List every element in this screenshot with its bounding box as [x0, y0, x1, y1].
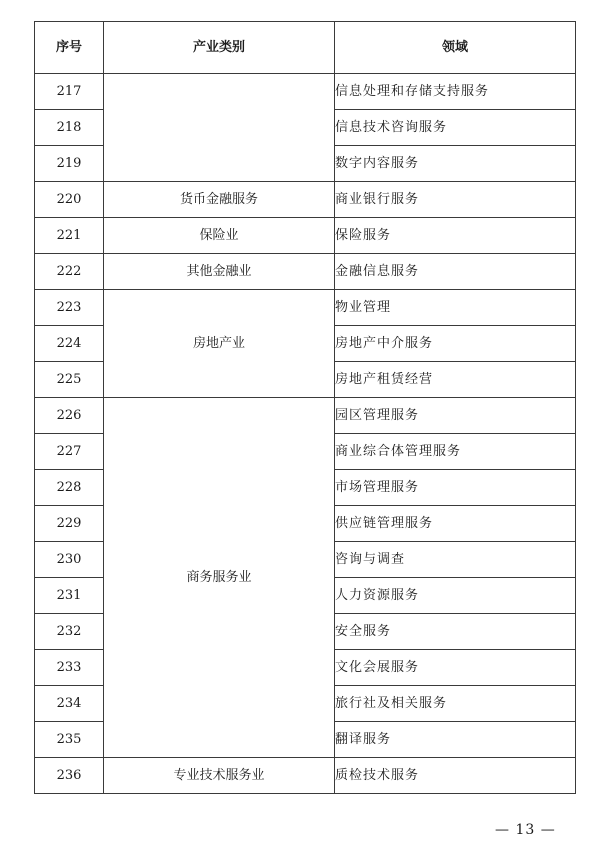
table-row [35, 218, 576, 254]
industry-category: 房地产业 [104, 290, 335, 398]
row-number: 230 [35, 542, 104, 578]
table-body [35, 74, 576, 794]
field-name: 信息技术咨询服务 [335, 110, 576, 146]
row-number: 217 [35, 74, 104, 110]
row-number: 234 [35, 686, 104, 722]
field-name: 商业综合体管理服务 [335, 434, 576, 470]
table-row [35, 398, 576, 434]
row-number: 231 [35, 578, 104, 614]
row-number: 226 [35, 398, 104, 434]
field-name: 房地产中介服务 [335, 326, 576, 362]
row-number: 225 [35, 362, 104, 398]
field-name: 商业银行服务 [335, 182, 576, 218]
field-name: 安全服务 [335, 614, 576, 650]
row-number: 233 [35, 650, 104, 686]
field-name: 文化会展服务 [335, 650, 576, 686]
table-row [35, 758, 576, 794]
field-name: 保险服务 [335, 218, 576, 254]
row-number: 218 [35, 110, 104, 146]
row-number: 232 [35, 614, 104, 650]
row-number: 228 [35, 470, 104, 506]
field-name: 物业管理 [335, 290, 576, 326]
row-number: 222 [35, 254, 104, 290]
header-field: 领域 [335, 22, 576, 74]
table-row [35, 290, 576, 326]
industry-category: 保险业 [104, 218, 335, 254]
field-name: 旅行社及相关服务 [335, 686, 576, 722]
row-number: 229 [35, 506, 104, 542]
field-name: 房地产租赁经营 [335, 362, 576, 398]
row-number: 224 [35, 326, 104, 362]
table-row [35, 182, 576, 218]
field-name: 金融信息服务 [335, 254, 576, 290]
row-number: 220 [35, 182, 104, 218]
industry-category: 其他金融业 [104, 254, 335, 290]
industry-category [104, 74, 335, 182]
row-number: 219 [35, 146, 104, 182]
header-category: 产业类别 [104, 22, 335, 74]
field-name: 咨询与调查 [335, 542, 576, 578]
header-row [35, 22, 576, 74]
field-name: 园区管理服务 [335, 398, 576, 434]
page-number: — 13 — [495, 822, 556, 838]
row-number: 236 [35, 758, 104, 794]
field-name: 质检技术服务 [335, 758, 576, 794]
table-row [35, 254, 576, 290]
field-name: 供应链管理服务 [335, 506, 576, 542]
industry-category: 专业技术服务业 [104, 758, 335, 794]
field-name: 市场管理服务 [335, 470, 576, 506]
field-name: 人力资源服务 [335, 578, 576, 614]
header-number: 序号 [35, 22, 104, 74]
industry-catalog-table [34, 21, 576, 794]
row-number: 221 [35, 218, 104, 254]
industry-category: 货币金融服务 [104, 182, 335, 218]
row-number: 227 [35, 434, 104, 470]
field-name: 翻译服务 [335, 722, 576, 758]
field-name: 数字内容服务 [335, 146, 576, 182]
row-number: 235 [35, 722, 104, 758]
table-row [35, 74, 576, 110]
industry-category: 商务服务业 [104, 398, 335, 758]
field-name: 信息处理和存储支持服务 [335, 74, 576, 110]
row-number: 223 [35, 290, 104, 326]
